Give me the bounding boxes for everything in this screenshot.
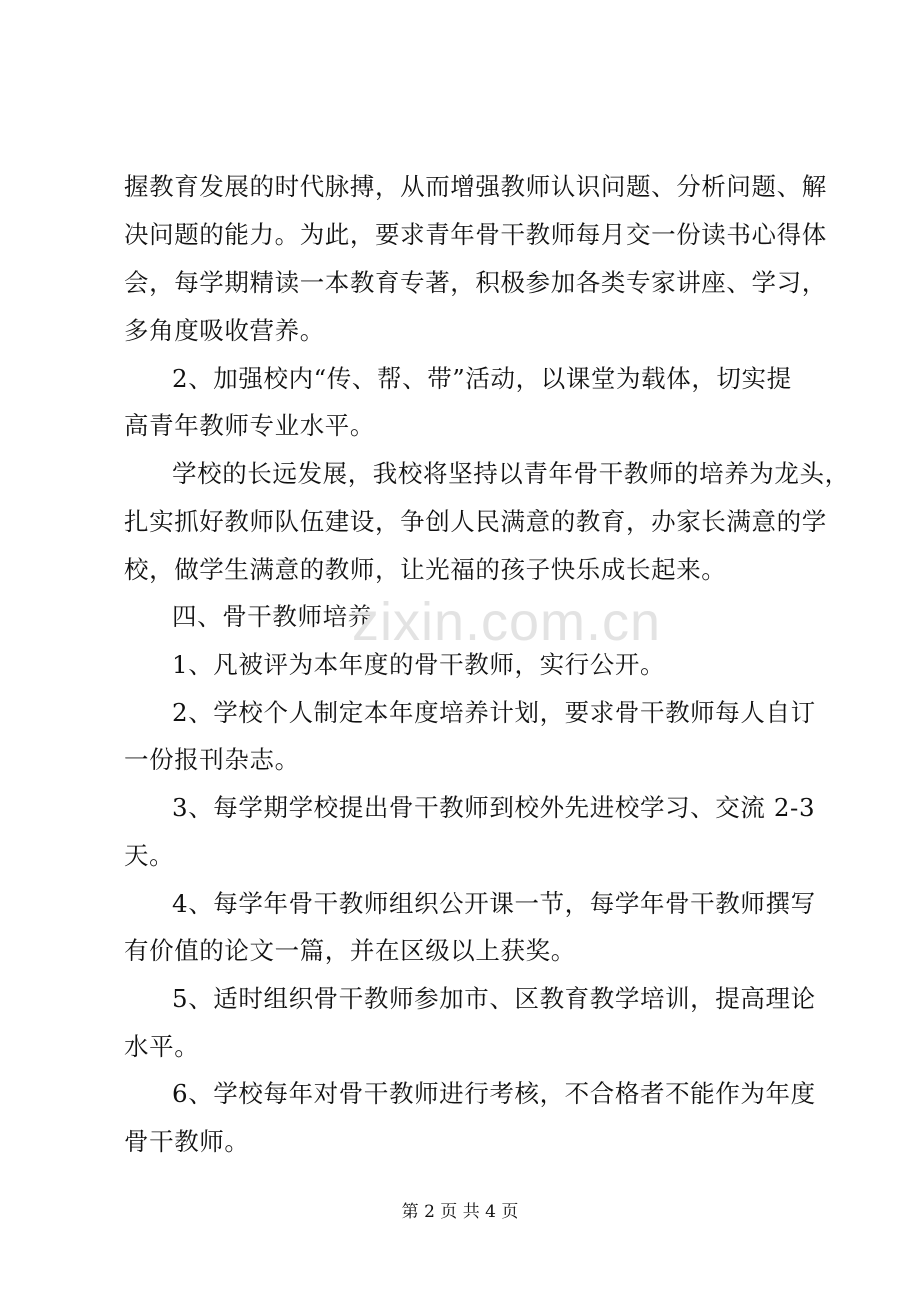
body-line: 5、适时组织骨干教师参加市、区教育教学培训，提高理论	[172, 984, 816, 1013]
page-number-footer: 第 2 页 共 4 页	[401, 1202, 519, 1222]
body-line: 校，做学生满意的教师，让光福的孩子快乐成长起来。	[124, 555, 727, 584]
body-line: 2、学校个人制定本年度培养计划，要求骨干教师每人自订	[172, 698, 816, 727]
section-heading: 四、骨干教师培养	[172, 602, 373, 631]
body-line: 多角度吸收营养。	[124, 316, 325, 345]
watermark: zixin.com.cn	[352, 592, 662, 652]
body-line: 决问题的能力。为此，要求青年骨干教师每月交一份读书心得体	[124, 220, 827, 249]
body-line: 2、加强校内“传、帮、带”活动，以课堂为载体，切实提	[172, 364, 792, 393]
body-line: 1、凡被评为本年度的骨干教师，实行公开。	[172, 650, 666, 679]
body-line: 3、每学期学校提出骨干教师到校外先进校学习、交流 2-3	[172, 793, 816, 822]
body-line: 4、每学年骨干教师组织公开课一节，每学年骨干教师撰写	[172, 889, 816, 918]
body-line: 扎实抓好教师队伍建设，争创人民满意的教育，办家长满意的学	[124, 507, 827, 536]
body-line: 6、学校每年对骨干教师进行考核，不合格者不能作为年度	[172, 1079, 816, 1108]
body-line: 天。	[124, 841, 175, 870]
body-line: 学校的长远发展，我校将坚持以青年骨干教师的培养为龙头，	[172, 459, 850, 488]
body-line: 会，每学期精读一本教育专著，积极参加各类专家讲座、学习，	[124, 268, 827, 297]
body-line: 水平。	[124, 1032, 200, 1061]
body-line: 高青年教师专业水平。	[124, 411, 375, 440]
body-line: 骨干教师。	[124, 1127, 250, 1156]
body-line: 一份报刊杂志。	[124, 745, 300, 774]
body-line: 有价值的论文一篇，并在区级以上获奖。	[124, 936, 576, 965]
body-line: 握教育发展的时代脉搏，从而增强教师认识问题、分析问题、解	[124, 172, 827, 201]
